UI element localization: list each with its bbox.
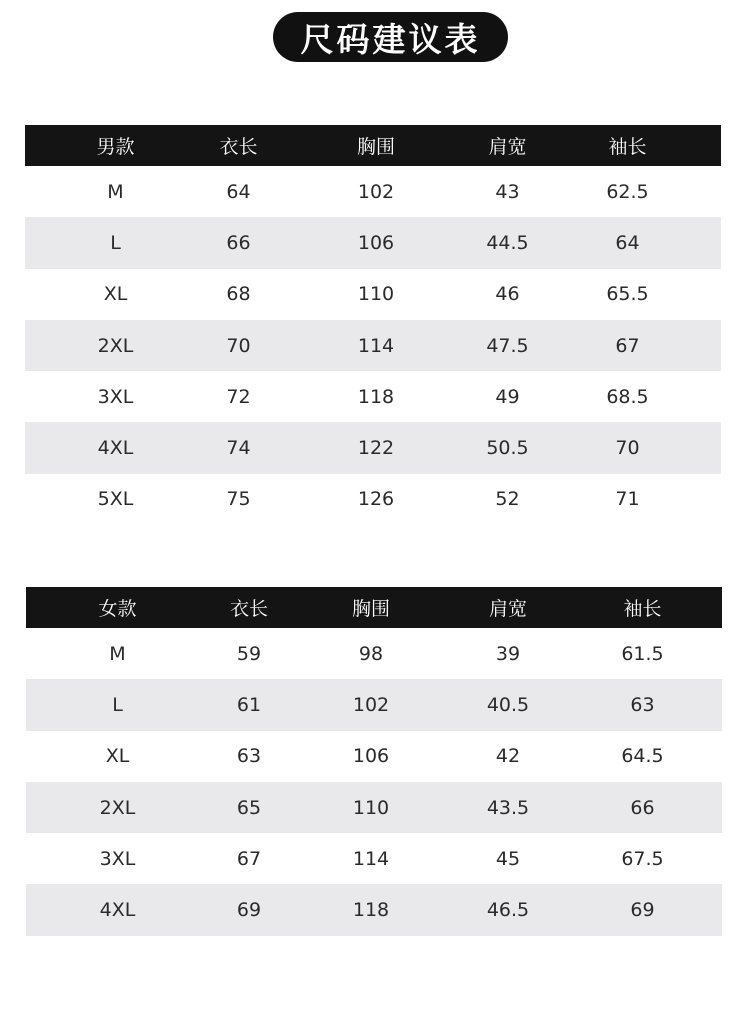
shoulder-cell: 40.5 [486,693,530,716]
table-row [25,474,721,525]
chest-cell: 102 [357,180,395,203]
size-cell: L [112,693,123,716]
length-cell: 59 [236,642,262,665]
table-row [26,833,722,884]
shoulder-cell: 43 [495,180,520,203]
table-row [26,679,722,730]
shoulder-cell: 52 [495,488,520,511]
shoulder-cell: 46 [495,283,520,306]
column-header-style: 女款 [98,598,137,620]
table-row [25,320,721,371]
sleeve-cell: 70 [615,437,640,460]
size-cell: 3XL [97,385,134,408]
shoulder-cell: 44.5 [486,231,529,254]
column-header-shoulder: 肩宽 [488,598,527,620]
column-header-length: 衣长 [219,136,258,158]
length-cell: 70 [226,334,251,357]
shoulder-cell: 50.5 [486,437,529,460]
column-header-chest: 胸围 [356,136,395,158]
column-header-chest: 胸围 [351,598,390,620]
size-cell: 4XL [97,437,134,460]
length-cell: 67 [236,847,262,870]
table-row [26,884,722,935]
column-header-shoulder: 肩宽 [488,136,527,158]
length-cell: 74 [226,437,251,460]
shoulder-cell: 42 [495,745,521,768]
table-row [26,731,722,782]
chest-cell: 110 [357,283,395,306]
shoulder-cell: 46.5 [486,899,530,922]
length-cell: 75 [226,488,251,511]
table-row [25,422,721,473]
sleeve-cell: 69 [630,899,655,922]
sleeve-cell: 63 [630,693,655,716]
column-header-sleeve: 袖长 [623,598,662,620]
chest-cell: 106 [357,231,395,254]
chest-cell: 106 [352,745,390,768]
length-cell: 65 [236,796,262,819]
table-row [26,782,722,833]
table-row [25,371,721,422]
women-size-table [26,587,722,936]
size-cell: 3XL [99,847,136,870]
sleeve-cell: 65.5 [606,283,649,306]
column-header-style: 男款 [96,136,135,158]
size-cell: 2XL [99,796,136,819]
size-cell: 2XL [97,334,134,357]
chest-cell: 126 [357,488,395,511]
page-title: 尺码建议表 [273,12,508,62]
length-cell: 66 [226,231,251,254]
sleeve-cell: 64.5 [621,745,664,768]
shoulder-cell: 45 [495,847,521,870]
length-cell: 63 [236,745,262,768]
sleeve-cell: 67.5 [621,847,664,870]
chest-cell: 118 [357,385,395,408]
table-row [26,628,722,679]
length-cell: 72 [226,385,251,408]
table-header-row [26,587,722,628]
table-row [25,166,721,217]
size-cell: M [107,180,124,203]
length-cell: 64 [226,180,251,203]
chest-cell: 110 [352,796,390,819]
table-row [25,217,721,268]
size-cell: L [110,231,121,254]
sleeve-cell: 66 [630,796,655,819]
size-cell: M [109,642,126,665]
shoulder-cell: 43.5 [486,796,530,819]
shoulder-cell: 39 [495,642,521,665]
size-cell: 5XL [97,488,134,511]
shoulder-cell: 47.5 [486,334,529,357]
size-cell: 4XL [99,899,136,922]
sleeve-cell: 71 [615,488,640,511]
shoulder-cell: 49 [495,385,520,408]
length-cell: 68 [226,283,251,306]
sleeve-cell: 61.5 [621,642,664,665]
chest-cell: 98 [358,642,384,665]
size-cell: XL [103,283,128,306]
sleeve-cell: 62.5 [606,180,649,203]
sleeve-cell: 68.5 [606,385,649,408]
length-cell: 69 [236,899,262,922]
men-size-table [25,125,721,525]
chest-cell: 114 [352,847,390,870]
table-header-row [25,125,721,166]
sleeve-cell: 64 [615,231,640,254]
table-row [25,269,721,320]
chest-cell: 122 [357,437,395,460]
column-header-length: 衣长 [229,598,268,620]
chest-cell: 118 [352,899,390,922]
chest-cell: 114 [357,334,395,357]
size-cell: XL [105,745,130,768]
sleeve-cell: 67 [615,334,640,357]
column-header-sleeve: 袖长 [608,136,647,158]
length-cell: 61 [236,693,262,716]
chest-cell: 102 [352,693,390,716]
